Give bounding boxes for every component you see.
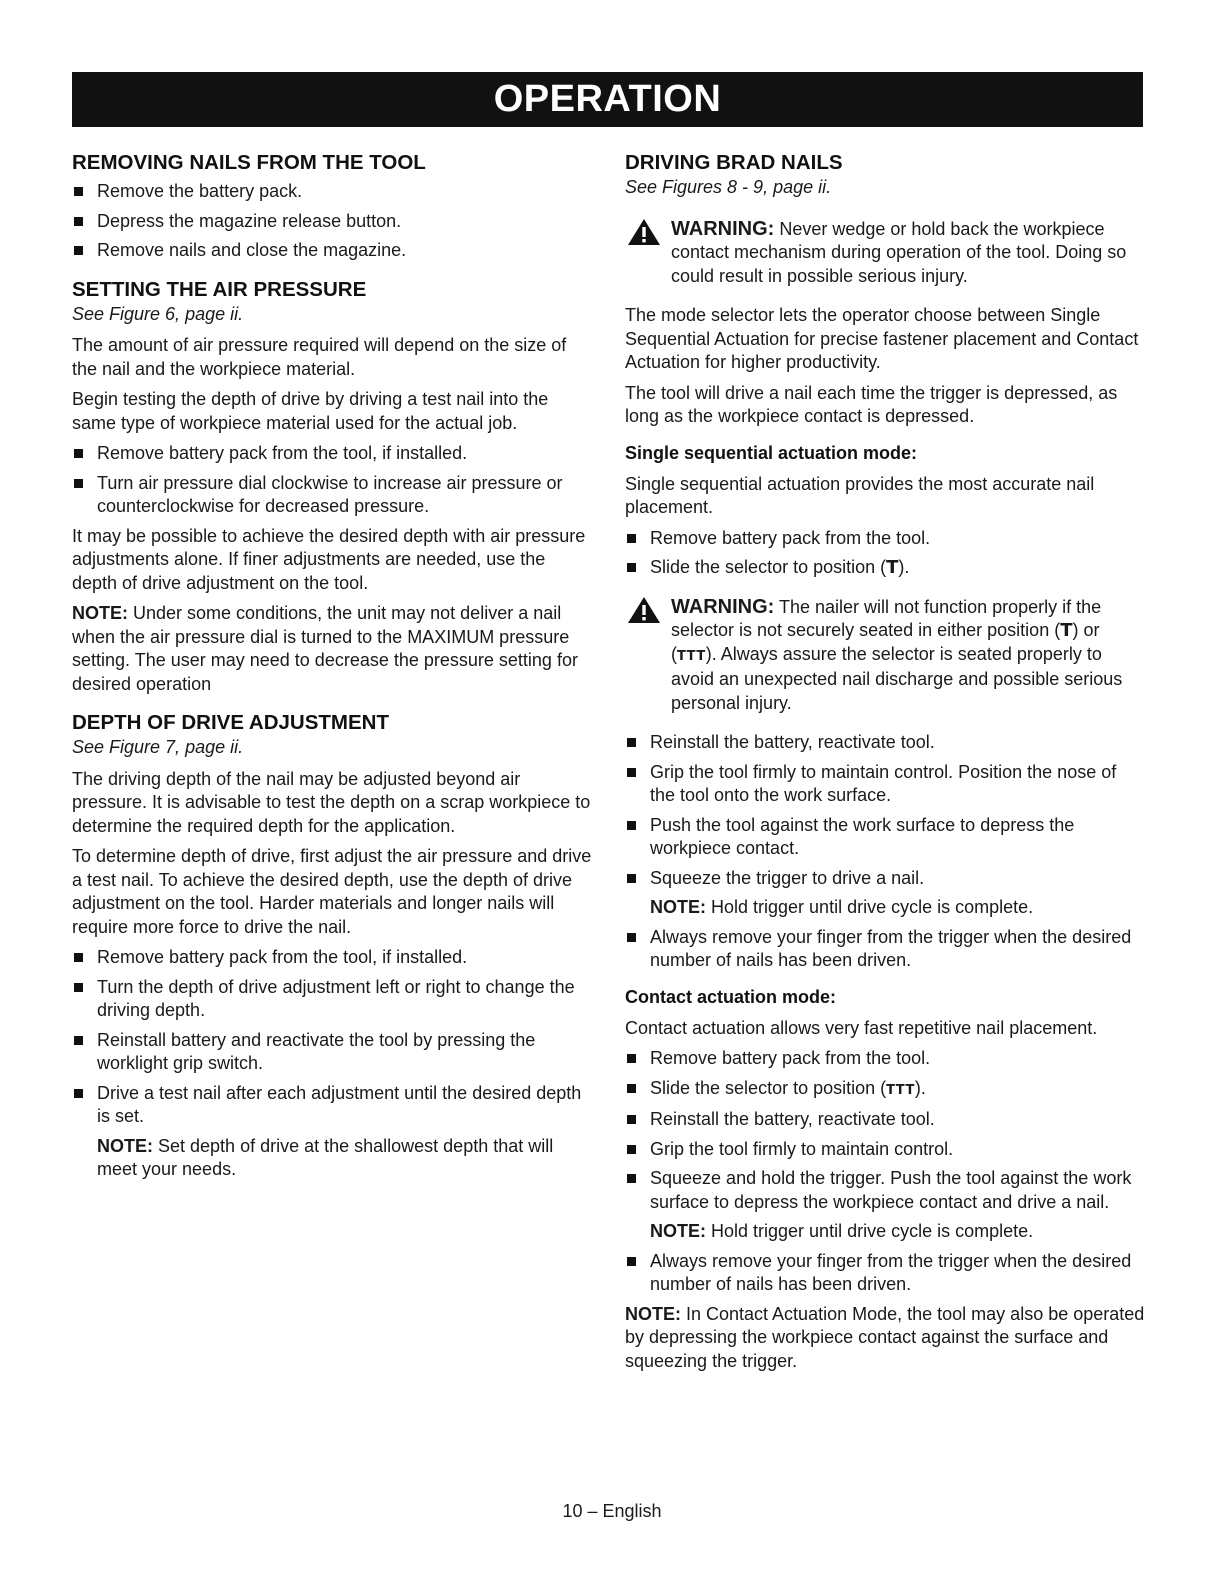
figure-reference: See Figure 7, page ii. [72,737,244,757]
bullet-icon [74,187,83,196]
list-item: Grip the tool firmly to maintain control. [625,1138,1145,1162]
single-sequential-symbol: T [1060,620,1073,641]
list-item: Grip the tool firmly to maintain control. Position the nose of the tool onto the work surface. [625,761,1145,808]
bullet-icon [74,953,83,962]
list-item: Remove battery pack from the tool. [625,527,1145,551]
paragraph: Contact actuation allows very fast repetitive nail placement. [625,1017,1098,1038]
driving-brad-nails-heading: DRIVING BRAD NAILS [625,151,843,174]
bullet-icon [74,246,83,255]
warning-triangle-icon [627,596,661,624]
bullet-icon [74,1089,83,1098]
note: NOTE: Set depth of drive at the shallowest depth that will meet your needs. [97,1135,554,1179]
bullet-icon [74,217,83,226]
list-item: Squeeze and hold the trigger. Push the tool against the work surface to depress the workpiece contact and drive a nail. [625,1167,1145,1214]
list-item: Slide the selector to position (T). [625,556,1145,580]
bullet-icon [74,479,83,488]
bullet-icon [627,933,636,942]
page-title: OPERATION [493,78,722,120]
contact-actuation-final [625,1250,1145,1297]
bullet-icon [627,534,636,543]
right-column [625,150,1145,1380]
single-sequential-heading: Single sequential actuation mode: [625,442,918,463]
list-item: Reinstall the battery, reactivate tool. [625,731,1145,755]
list-item: Push the tool against the work surface to depress the workpiece contact. [625,814,1145,861]
list-item: Remove the battery pack. [72,180,592,204]
list-item: Reinstall the battery, reactivate tool. [625,1108,1145,1132]
bullet-icon [627,874,636,883]
removing-nails-heading: REMOVING NAILS FROM THE TOOL [72,151,426,174]
note: NOTE: In Contact Actuation Mode, the tool may also be operated by depressing the workpiece contact against the surface and squeezing the trigger. [625,1303,1145,1371]
bullet-icon [627,1084,636,1093]
list-item: Drive a test nail after each adjustment until the desired depth is set. [72,1082,592,1129]
single-sequential-steps [625,731,1145,890]
contact-actuation-heading: Contact actuation mode: [625,986,837,1007]
removing-nails-list [72,180,592,263]
list-item: Remove battery pack from the tool, if installed. [72,442,592,466]
list-item: Depress the magazine release button. [72,210,592,234]
air-pressure-list [72,442,592,519]
air-pressure-heading: SETTING THE AIR PRESSURE [72,277,367,301]
bullet-icon [74,449,83,458]
bullet-icon [74,1036,83,1045]
list-item: Remove battery pack from the tool, if installed. [72,946,592,970]
bullet-icon [627,768,636,777]
figure-reference: See Figures 8 - 9, page ii. [625,177,832,197]
section-banner [72,72,1143,127]
note: NOTE: Under some conditions, the unit may not deliver a nail when the air pressure dial is turned to the MAXIMUM pressure setting. The user may need to decrease the pressure setting for desired operation [72,603,578,694]
paragraph: It may be possible to achieve the desired depth with air pressure adjustments alone. If finer adjustments are needed, use the depth of drive adjustment on the tool. [72,525,586,593]
paragraph: The mode selector lets the operator choose between Single Sequential Actuation for precise fastener placement and Contact Actuation for higher productivity. [625,305,1139,372]
warning-triangle-icon [627,218,661,246]
contact-actuation-list [625,1047,1145,1214]
contact-actuation-symbol: TTT [677,648,706,664]
list-item: Remove battery pack from the tool. [625,1047,1145,1071]
left-column [72,150,592,1188]
list-item: Remove nails and close the magazine. [72,239,592,263]
paragraph: The tool will drive a nail each time the trigger is depressed, as long as the workpiece contact is depressed. [625,382,1118,426]
single-sequential-list [625,527,1145,580]
paragraph: Single sequential actuation provides the most accurate nail placement. [625,473,1095,517]
note: NOTE: Hold trigger until drive cycle is complete. [650,897,1034,917]
contact-actuation-symbol: TTT [886,1082,915,1098]
bullet-icon [627,1115,636,1124]
single-sequential-symbol: T [886,557,899,578]
page-footer: 10 – English [562,1501,662,1521]
bullet-icon [627,1054,636,1063]
depth-of-drive-list [72,946,592,1129]
bullet-icon [74,983,83,992]
depth-of-drive-heading: DEPTH OF DRIVE ADJUSTMENT [72,711,390,734]
single-sequential-final [625,926,1145,973]
figure-reference: See Figure 6, page ii. [72,303,244,324]
bullet-icon [627,1174,636,1183]
paragraph: To determine depth of drive, first adjust the air pressure and drive a test nail. To achieve the desired depth, use the depth of drive adjustment on the tool. Harder materials and longer nails will require more force to drive the nail. [72,846,592,937]
bullet-icon [627,1145,636,1154]
list-item: Turn the depth of drive adjustment left or right to change the driving depth. [72,976,592,1023]
paragraph: The amount of air pressure required will depend on the size of the nail and the workpiece material. [72,335,567,379]
note: NOTE: Hold trigger until drive cycle is complete. [650,1221,1034,1241]
bullet-icon [627,563,636,572]
paragraph: Begin testing the depth of drive by driving a test nail into the same type of workpiece material used for the actual job. [72,389,549,433]
bullet-icon [627,821,636,830]
list-item: Turn air pressure dial clockwise to increase air pressure or counterclockwise for decreased pressure. [72,472,592,519]
list-item: Slide the selector to position (TTT). [625,1077,1145,1103]
list-item: Reinstall battery and reactivate the tool by pressing the worklight grip switch. [72,1029,592,1076]
bullet-icon [627,738,636,747]
list-item: Squeeze the trigger to drive a nail. [625,867,1145,891]
bullet-icon [627,1257,636,1266]
list-item: Always remove your finger from the trigger when the desired number of nails has been driven. [625,1250,1145,1297]
paragraph: The driving depth of the nail may be adjusted beyond air pressure. It is advisable to test the depth on a scrap workpiece to determine the required depth for the application. [72,768,591,836]
warning-block: WARNING: Never wedge or hold back the workpiece contact mechanism during operation of the tool. Doing so could result in possible serious injury. [625,218,1145,289]
warning-block: WARNING: The nailer will not function properly if the selector is not securely seated in either position (T) or (TTT). Always assure the selector is seated properly to avoid an unexpected nail discharge and possible serious personal injury. [625,596,1145,716]
list-item: Always remove your finger from the trigger when the desired number of nails has been driven. [625,926,1145,973]
